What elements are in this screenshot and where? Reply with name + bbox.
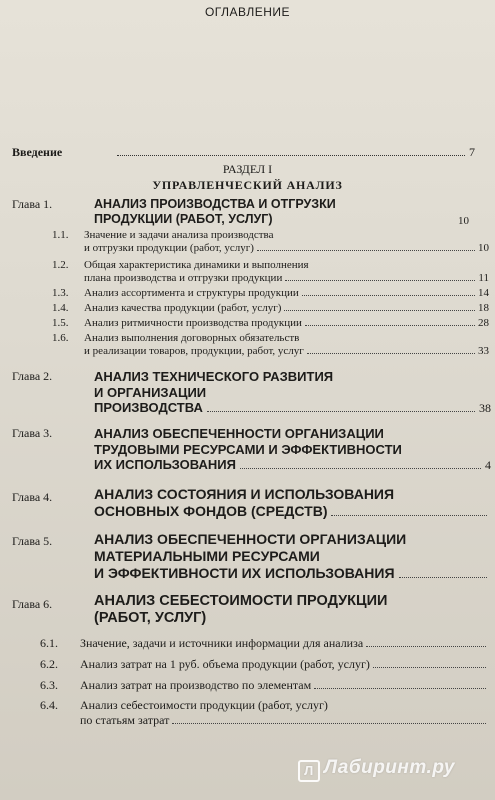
chapter-title-line: И ЭФФЕКТИВНОСТИ ИХ ИСПОЛЬЗОВАНИЯ <box>94 564 395 581</box>
section-number: РАЗДЕЛ I <box>222 162 273 176</box>
leader-dots <box>117 155 465 156</box>
leader-dots <box>172 723 486 724</box>
leader-dots <box>302 295 475 296</box>
chapter-title-line: АНАЛИЗ ОБЕСПЕЧЕННОСТИ ОРГАНИЗАЦИИ <box>94 426 384 441</box>
chapter-title-line: ИХ ИСПОЛЬЗОВАНИЯ <box>94 457 236 473</box>
subsection-number: 1.3. <box>52 287 69 299</box>
subsection-title-line: Анализ затрат на производство по элементам <box>80 678 312 692</box>
subsection-page: 10 <box>478 242 489 254</box>
chapter-label: Глава 5. <box>12 534 53 548</box>
section-title: УПРАВЛЕНЧЕСКИЙ АНАЛИЗ <box>152 178 343 192</box>
chapter-title-line: МАТЕРИАЛЬНЫМИ РЕСУРСАМИ <box>94 547 320 564</box>
leader-dots <box>399 577 487 578</box>
subsection-number: 6.4. <box>40 698 58 712</box>
subsection-title-line: Значение и задачи анализа производства <box>84 229 274 241</box>
subsection-number: 6.2. <box>40 657 58 671</box>
intro-page: 7 <box>469 145 475 159</box>
chapter-label: Глава 6. <box>12 597 53 611</box>
subsection-title-line: Общая характеристика динамики и выполнения <box>84 259 309 271</box>
chapter-title-line: АНАЛИЗ СОСТОЯНИЯ И ИСПОЛЬЗОВАНИЯ <box>94 486 395 502</box>
subsection-number: 1.1. <box>52 229 69 241</box>
watermark <box>298 757 455 782</box>
subsection-title-line: и отгрузки продукции (работ, услуг) <box>84 242 254 254</box>
chapter-title-line: АНАЛИЗ ТЕХНИЧЕСКОГО РАЗВИТИЯ <box>94 369 334 384</box>
subsection-title-line: плана производства и отгрузки продукции <box>84 272 283 284</box>
subsection-number: 6.3. <box>40 678 58 692</box>
chapter-label: Глава 2. <box>12 369 53 383</box>
toc-intro-entry <box>12 145 475 160</box>
subsection-number: 1.4. <box>52 302 69 314</box>
chapter-title-line: ПРОДУКЦИИ (РАБОТ, УСЛУГ) <box>94 212 273 226</box>
subsection-title-line: Анализ выполнения договорных обязательств <box>84 332 300 344</box>
leader-dots <box>366 646 486 647</box>
subsection-title-line: по статьям затрат <box>80 713 170 727</box>
labyrinth-logo-icon: Л <box>298 760 320 782</box>
chapter-title-line: ПРОИЗВОДСТВА <box>94 400 203 416</box>
chapter-page: 38 <box>479 401 491 416</box>
chapter-title-line: ОСНОВНЫХ ФОНДОВ (СРЕДСТВ) <box>94 502 328 519</box>
chapter-title-line: И ОРГАНИЗАЦИИ <box>94 384 207 400</box>
subsection-number: 1.5. <box>52 317 69 329</box>
leader-dots <box>240 468 481 469</box>
subsection-number: 6.1. <box>40 636 58 650</box>
subsection-number: 1.2. <box>52 259 69 271</box>
leader-dots <box>331 515 487 516</box>
chapter-title-line: АНАЛИЗ ОБЕСПЕЧЕННОСТИ ОРГАНИЗАЦИИ <box>94 531 407 547</box>
chapter-title-line: ТРУДОВЫМИ РЕСУРСАМИ И ЭФФЕКТИВНОСТИ <box>94 441 402 457</box>
subsection-title-line: Анализ качества продукции (работ, услуг) <box>84 302 282 314</box>
subsection-page: 33 <box>478 345 489 357</box>
subsection-number: 1.6. <box>52 332 69 344</box>
subsection-title-line: Анализ затрат на 1 руб. объема продукции (работ, услуг) <box>80 657 370 671</box>
leader-dots <box>307 353 475 354</box>
chapter-title-line: (РАБОТ, УСЛУГ) <box>94 610 207 627</box>
leader-dots <box>207 411 475 412</box>
subsection-title-line: Анализ себестоимости продукции (работ, услуг) <box>80 698 328 712</box>
leader-dots <box>284 310 475 311</box>
chapter-label: Глава 4. <box>12 490 53 504</box>
leader-dots <box>373 667 486 668</box>
subsection-page: 18 <box>478 302 489 314</box>
chapter-title-line: АНАЛИЗ ПРОИЗВОДСТВА И ОТГРУЗКИ <box>94 197 336 211</box>
chapter-page: 10 <box>458 215 469 227</box>
leader-dots <box>305 325 475 326</box>
chapter-title-line: АНАЛИЗ СЕБЕСТОИМОСТИ ПРОДУКЦИИ <box>94 593 388 609</box>
subsection-page: 14 <box>478 287 489 299</box>
watermark-text: Лабиринт.ру <box>323 757 455 778</box>
leader-dots <box>257 250 475 251</box>
subsection-title-line: Анализ ритмичности производства продукции <box>84 317 302 329</box>
subsection-page: 11 <box>478 272 489 284</box>
chapter-label: Глава 3. <box>12 426 53 440</box>
subsection-title-line: Значение, задачи и источники информации для анализа <box>80 636 364 650</box>
page-title: ОГЛАВЛЕНИЕ <box>204 5 291 19</box>
subsection-title-line: Анализ ассортимента и структуры продукции <box>84 287 299 299</box>
leader-dots <box>285 280 475 281</box>
subsection-title-line: и реализации товаров, продукции, работ, услуг <box>84 345 304 357</box>
subsection-page: 28 <box>478 317 489 329</box>
chapter-page: 4 <box>485 458 491 473</box>
chapter-label: Глава 1. <box>12 197 53 211</box>
leader-dots <box>314 688 486 689</box>
intro-label: Введение <box>12 145 63 159</box>
